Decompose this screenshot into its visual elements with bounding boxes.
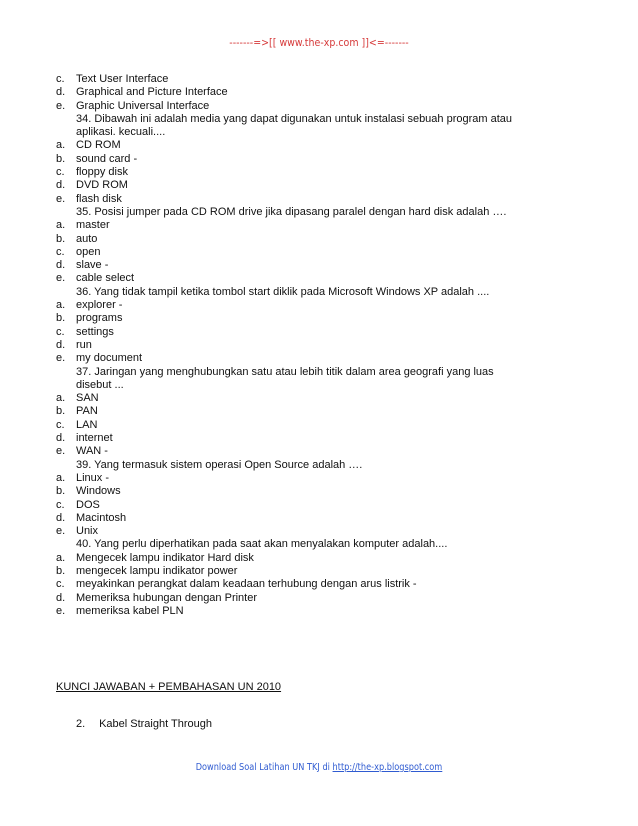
option-letter: b.: [56, 564, 66, 577]
option-letter: d.: [56, 432, 66, 445]
option-text: mengecek lampu indikator power: [76, 564, 238, 577]
answer-option: [56, 166, 616, 179]
answer-option: [56, 525, 616, 538]
option-text: Text User Interface: [76, 73, 169, 85]
option-letter: b.: [56, 152, 66, 165]
option-text: floppy disk: [76, 166, 128, 179]
answer-option: [56, 405, 616, 418]
option-letter: e.: [56, 99, 66, 112]
option-letter: c.: [56, 578, 65, 591]
answer-option: [56, 352, 616, 365]
question-text: 36. Yang tidak tampil ketika tombol start diklik pada Microsoft Windows XP adalah ....: [76, 285, 490, 298]
answer-option: [56, 552, 616, 565]
option-text: cable select: [76, 272, 135, 285]
option-letter: b.: [56, 312, 66, 325]
option-text: Graphical and Picture Interface: [76, 86, 228, 99]
answer-option: [56, 179, 616, 192]
question-text: 35. Posisi jumper pada CD ROM drive jika dipasang paralel dengan hard disk adalah ….: [76, 205, 507, 218]
option-text: programs: [76, 312, 123, 325]
answer-option: [56, 312, 616, 325]
question-text: aplikasi. kecuali....: [76, 126, 166, 139]
option-letter: a.: [56, 139, 66, 152]
footer-link[interactable]: http://the-xp.blogspot.com: [332, 762, 443, 773]
option-letter: d.: [56, 86, 66, 99]
option-letter: e.: [56, 525, 66, 538]
answer-option: [56, 605, 616, 618]
option-text: DOS: [76, 498, 100, 511]
option-text: meyakinkan perangkat dalam keadaan terhubung dengan arus listrik -: [76, 578, 417, 591]
question-text: 34. Dibawah ini adalah media yang dapat digunakan untuk instalasi sebuah program atau: [76, 112, 513, 125]
option-letter: d.: [56, 259, 66, 272]
answer-option: [56, 246, 616, 259]
answer-option: [56, 153, 616, 166]
option-text: auto: [76, 232, 98, 245]
option-text: Mengecek lampu indikator Hard disk: [76, 551, 254, 564]
option-letter: c.: [56, 73, 65, 85]
option-text: WAN -: [76, 445, 108, 458]
option-letter: c.: [56, 418, 65, 431]
item-number: 2.: [76, 718, 86, 730]
answer-option: [56, 193, 616, 206]
answer-option: [56, 445, 616, 458]
page-footer: [57, 762, 580, 773]
answer-key-heading: KUNCI JAWABAN + PEMBAHASAN UN 2010: [56, 681, 282, 693]
option-text: settings: [76, 325, 114, 338]
option-letter: a.: [56, 219, 66, 232]
item-text: Kabel Straight Through: [99, 718, 212, 730]
option-letter: e.: [56, 272, 66, 285]
option-text: Unix: [76, 525, 99, 538]
question-text: 39. Yang termasuk sistem operasi Open Source adalah ….: [76, 458, 363, 471]
answer-option: [56, 578, 616, 591]
answer-option: [56, 419, 616, 432]
option-letter: d.: [56, 511, 66, 524]
option-text: Graphic Universal Interface: [76, 99, 210, 112]
option-letter: a.: [56, 471, 66, 484]
answer-option: [56, 485, 616, 498]
answer-option: [56, 565, 616, 578]
option-letter: e.: [56, 445, 66, 458]
option-letter: b.: [56, 405, 66, 418]
option-letter: b.: [56, 485, 66, 498]
option-letter: e.: [56, 352, 66, 365]
option-letter: a.: [56, 551, 66, 564]
answer-option: [56, 499, 616, 512]
option-text: open: [76, 245, 101, 258]
option-text: DVD ROM: [76, 179, 128, 192]
option-text: flash disk: [76, 192, 122, 205]
answer-option: [56, 432, 616, 445]
option-letter: c.: [56, 166, 65, 179]
option-letter: e.: [56, 192, 66, 205]
option-letter: b.: [56, 232, 66, 245]
question-text: 37. Jaringan yang menghubungkan satu atau lebih titik dalam area geografi yang luas: [76, 365, 494, 378]
footer-text: Download Soal Latihan UN TKJ di: [195, 762, 333, 773]
option-text: LAN: [76, 418, 98, 431]
answer-option: [56, 339, 616, 352]
answer-option: [56, 326, 616, 339]
question-text: 40. Yang perlu diperhatikan pada saat akan menyalakan komputer adalah....: [76, 538, 448, 551]
option-letter: c.: [56, 498, 65, 511]
answer-option: [56, 233, 616, 246]
option-text: memeriksa kabel PLN: [76, 604, 184, 617]
answer-option: [56, 512, 616, 525]
option-text: SAN: [76, 392, 99, 405]
option-text: Macintosh: [76, 511, 127, 524]
answer-option: [56, 86, 616, 99]
option-text: Memeriksa hubungan dengan Printer: [76, 591, 258, 604]
option-text: master: [76, 219, 110, 232]
option-text: explorer -: [76, 299, 123, 312]
answer-option: [56, 73, 616, 86]
option-letter: e.: [56, 604, 66, 617]
page-header: -------=>[[ www.the-xp.com ]]<=-------: [229, 36, 409, 49]
answer-option: [56, 139, 616, 152]
answer-option: [56, 392, 616, 405]
option-text: sound card -: [76, 152, 138, 165]
answer-option: [56, 299, 616, 312]
answer-option: [56, 219, 616, 232]
option-letter: a.: [56, 299, 66, 312]
option-text: run: [76, 338, 92, 351]
option-letter: d.: [56, 179, 66, 192]
answer-option: [56, 272, 616, 285]
option-text: CD ROM: [76, 139, 121, 152]
question-text: disebut ...: [76, 378, 124, 391]
option-text: Windows: [76, 485, 121, 498]
option-text: internet: [76, 432, 113, 445]
option-text: PAN: [76, 405, 98, 418]
numbered-item: [76, 718, 212, 730]
answer-option: [56, 472, 616, 485]
option-text: my document: [76, 352, 143, 365]
question-list: [56, 73, 616, 618]
option-text: slave -: [76, 259, 109, 272]
option-letter: c.: [56, 325, 65, 338]
option-letter: d.: [56, 591, 66, 604]
option-letter: a.: [56, 392, 66, 405]
option-letter: d.: [56, 338, 66, 351]
answer-option: [56, 592, 616, 605]
option-letter: c.: [56, 245, 65, 258]
answer-option: [56, 100, 616, 113]
option-text: Linux -: [76, 471, 110, 484]
answer-option: [56, 259, 616, 272]
